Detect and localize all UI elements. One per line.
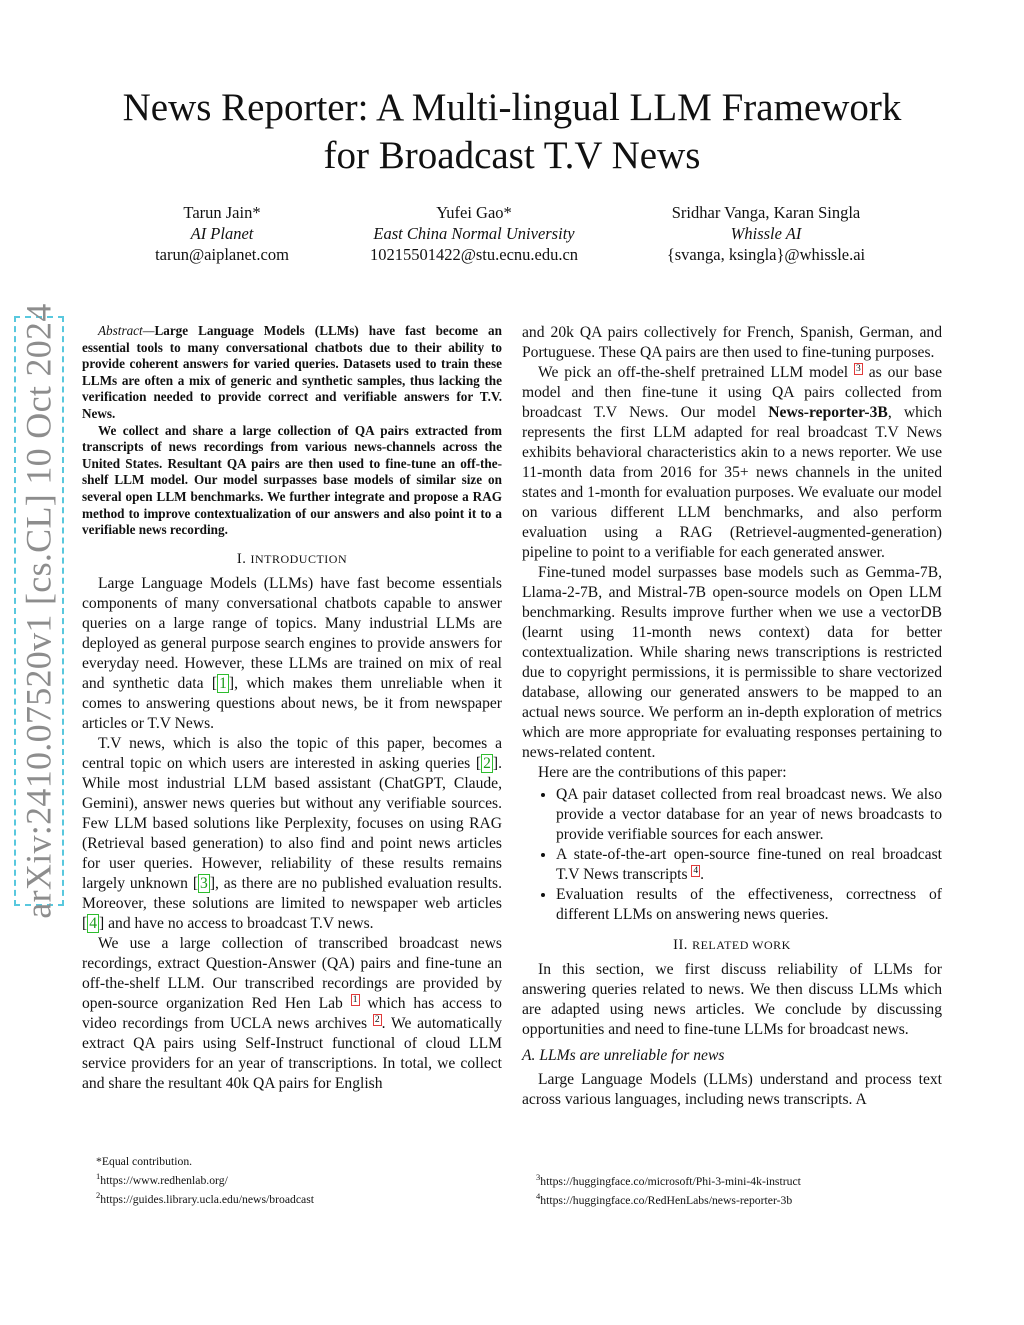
section-title: INTRODUCTION [250, 551, 348, 566]
right-paragraph-3: Here are the contributions of this paper: [538, 764, 787, 781]
text: and have no access to broadcast T.V news. [104, 914, 374, 932]
section-number: II. [673, 937, 688, 953]
footnote-number: 2 [96, 1189, 101, 1200]
footnote-link[interactable]: 2 [374, 1014, 380, 1025]
list-item: • QA pair dataset collected from real broadcast news. We also provide a vector database for an year of news broadcasts to provide verifiable sources for each answer. [556, 785, 942, 845]
contributions-list [522, 785, 942, 925]
text: Large Language Models (LLMs) have fast become essentials components of many conversational chatbots capable to answer queries on a large range of topics. Many industrial LLMs are deployed as general purpose search engines to provide answers for everyday need. However, these LLMs are trained on mix of real and synthetic data [82, 574, 502, 692]
model-name: News-reporter-3B [768, 404, 888, 421]
footnote-2 [82, 1188, 502, 1207]
footnote-link[interactable]: 3 [856, 363, 861, 374]
subsection-heading: A. LLMs are unreliable for news [522, 1047, 725, 1064]
footnote-number: 3 [536, 1172, 541, 1182]
paper-title [60, 84, 964, 180]
text: T.V news, which is also the topic of this paper, becomes a central topic on which users are interested in asking queries [82, 734, 502, 772]
footnote-3 [522, 1170, 942, 1189]
title-line-1: News Reporter: A Multi-lingual LLM Framework [122, 86, 902, 129]
intro-paragraph-1: Large Language Models (LLMs) have fast become essentials components of many conversational chatbots capable to answer queries on a large range of topics. Many industrial LLMs are deployed as general purpose search engines to provide answers for everyday need. However, these LLMs are trained on mix of real and synthetic data [ 1 ], which makes them unreliable when it comes to answering questions about news, be it from newspaper articles or T.V News. [82, 574, 503, 732]
arxiv-stamp-text: arXiv:2410.07520v1 [cs.CL] 10 Oct 2024 [19, 303, 60, 919]
title-line-2: for Broadcast T.V News [323, 134, 701, 177]
right-paragraph-0: and 20k QA pairs collectively for French, Spanish, German, and Portuguese. These QA pairs are then used to fine-tuning purposes. [522, 324, 942, 361]
footnote-link[interactable]: 4 [693, 865, 699, 876]
text: We use a large collection of transcribed broadcast news recordings, extract Question-Answer (QA) pairs and fine-tune an off-the-shelf LLM. Our transcribed recordings are provided by open-source organization Red Hen Lab [82, 934, 502, 1012]
footnotes-left [82, 1154, 502, 1207]
author-email: {svanga, ksingla}@whissle.ai [666, 245, 866, 264]
text: , which represents the first LLM adapted for real broadcast T.V News exhibits behavioral characteristics akin to a news reporter. We use 11-month data from 2016 for 35+ news channels in the united states and 1-month for evaluation purposes. We evaluate our model on various different LLM benchmarks, and also perform evaluation using a RAG (Retrievel-augmented-generation) pipeline to point to a verifiable for each generated answer. [522, 404, 943, 561]
text: A state-of-the-art open-source fine-tuned on real broadcast T.V News transcripts [556, 846, 942, 883]
footnote-1 [82, 1169, 502, 1188]
footnote-url[interactable]: https://www.redhenlab.org/ [100, 1173, 228, 1187]
citation-link[interactable]: 2 [483, 754, 491, 772]
text: , as there are no published evaluation results. Moreover, these solutions are limited to newspaper web articles [82, 874, 503, 912]
citation-link[interactable]: 3 [200, 874, 208, 892]
related-paragraph-1: In this section, we first discuss reliability of LLMs for answering queries related to news. We then discuss LLMs which are adapted using news articles. We conclude by discussing opportunities and need to fine-tune LLMs for broadcast news. [522, 961, 942, 1038]
section-number: I. [236, 550, 247, 567]
footnote-url[interactable]: https://huggingface.co/RedHenLabs/news-reporter-3b [540, 1193, 793, 1207]
footnote-equal: *Equal contribution. [96, 1155, 193, 1168]
author-names: Sridhar Vanga, Karan Singla [671, 203, 861, 222]
abstract-paragraph-1: Abstract—Large Language Models (LLMs) have fast become an essential tools to many conversational chatbots due to their ability to provide coherent answers for varied queries. Datasets used to train these LLMs are often a mix of generic and synthetic samples, thus lacking the verification needed to provide correct and verifiable answers for T.V. News. [82, 323, 502, 421]
text: . [700, 866, 705, 883]
author-block-2 [352, 202, 596, 265]
footnote-number: 1 [96, 1171, 101, 1181]
text: which has access to video recordings from UCLA news archives [82, 994, 502, 1032]
author-email: 10215501422@stu.ecnu.edu.cn [369, 245, 579, 264]
intro-paragraph-2: T.V news, which is also the topic of this paper, becomes a central topic on which users are interested in asking queries [ 2 ]. While most industrial LLM based assistant (ChatGPT, Claude, Gemini), answer news queries but without any verifiable sources. Few LLM based solutions like Perplexity, focuses on using RAG (Retrieval based generation) to also find and point news articles for user queries. However, reliability of these results remains largely unknown [ 3 ], as there are no published evaluation results. Moreover, these solutions are limited to newspaper web articles [ 4 ] and have no access to broadcast T.V news. [82, 734, 503, 932]
right-column [522, 323, 942, 1110]
author-block-1 [122, 202, 322, 265]
citation-link[interactable]: 1 [219, 674, 227, 692]
author-affiliation: East China Normal University [373, 224, 575, 243]
list-item: • Evaluation results of the effectiveness, correctness of different LLMs on answering news queries. [556, 885, 942, 925]
right-paragraph-2: Fine-tuned model surpasses base models such as Gemma-7B, Llama-2-7B, and Mistral-7B open-source models on Open LLM benchmarking. Results improve further when we use a vectorDB (learnt using 11-month news context) data for better contextualization. While sharing news transcriptions is restricted due to copyright permissions, it is permissible to share vectorized database, allowing our generated answers to be mapped to an actual news source. We perform an in-depth exploration of metrics which are more appropriate for evaluating responses pertaining to news-related content. [522, 564, 942, 761]
text: . While most industrial LLM based assistant (ChatGPT, Claude, Gemini), answer news queries but without any verifiable sources. Few LLM based solutions like Perplexity, focuses on using RAG (Retrieval based generation) to also find and point news articles for user queries. However, reliability of these results remains largely unknown [82, 754, 502, 892]
citation-link[interactable]: 4 [89, 914, 97, 932]
text: , which makes them unreliable when it comes to answering questions about news, be it from newspaper articles or T.V News. [82, 674, 503, 732]
list-item [556, 845, 942, 885]
text: as our base model and then fine-tune it using QA pairs collected from broadcast T.V News. Our model [522, 364, 942, 421]
author-affiliation: AI Planet [190, 224, 254, 243]
footnote-url[interactable]: https://huggingface.co/microsoft/Phi-3-mini-4k-instruct [540, 1174, 801, 1188]
section-heading-related-work [522, 935, 942, 955]
abstract-text-1: Large Language Models (LLMs) have fast become an essential tools to many conversational chatbots due to their ability to provide coherent answers for varied queries. Datasets used to train these LLMs are often a mix of generic and synthetic samples, thus lacking the verification needed to provide correct and verifiable answers for T.V. News. [82, 323, 502, 421]
abstract-paragraph-2 [82, 423, 502, 539]
author-block-3 [636, 202, 896, 265]
footnotes-right [522, 1170, 942, 1208]
text: . We automatically extract QA pairs using Self-Instruct functional of cloud LLM service providers for an year of transcriptions. In total, we collect and share the resultant 40k QA pairs for English [82, 1014, 502, 1092]
arxiv-stamp[interactable] [14, 303, 64, 919]
footnote-number: 4 [536, 1190, 541, 1201]
author-affiliation: Whissle AI [730, 224, 802, 243]
right-paragraph-1 [522, 363, 942, 563]
author-names: Tarun Jain* [183, 203, 261, 222]
intro-paragraph-3 [82, 934, 502, 1094]
footnote-4 [522, 1189, 942, 1208]
abstract-label: Abstract [98, 323, 143, 338]
section-title: RELATED WORK [692, 938, 791, 952]
left-column [82, 323, 502, 1094]
footnote-url[interactable]: https://guides.library.ucla.edu/news/broadcast [100, 1192, 315, 1206]
footnote-link[interactable]: 1 [352, 994, 358, 1005]
section-heading-introduction [82, 549, 502, 569]
abstract-text-2: We collect and share a large collection of QA pairs extracted from transcripts of news recordings from various news-channels across the United States. Resultant QA pairs are then used to fine-tune an off-the-shelf LLM model. Our model surpasses base models of similar size on several open LLM benchmarks. We further integrate and propose a RAG method to improve contextualization of our answers and also point it to a verifiable news recording. [82, 422, 502, 538]
author-names: Yufei Gao* [436, 203, 512, 222]
text: We pick an off-the-shelf pretrained LLM model [538, 364, 855, 381]
author-email: tarun@aiplanet.com [155, 245, 289, 264]
related-paragraph-2: Large Language Models (LLMs) understand and process text across various languages, including news transcripts. A [522, 1071, 942, 1108]
